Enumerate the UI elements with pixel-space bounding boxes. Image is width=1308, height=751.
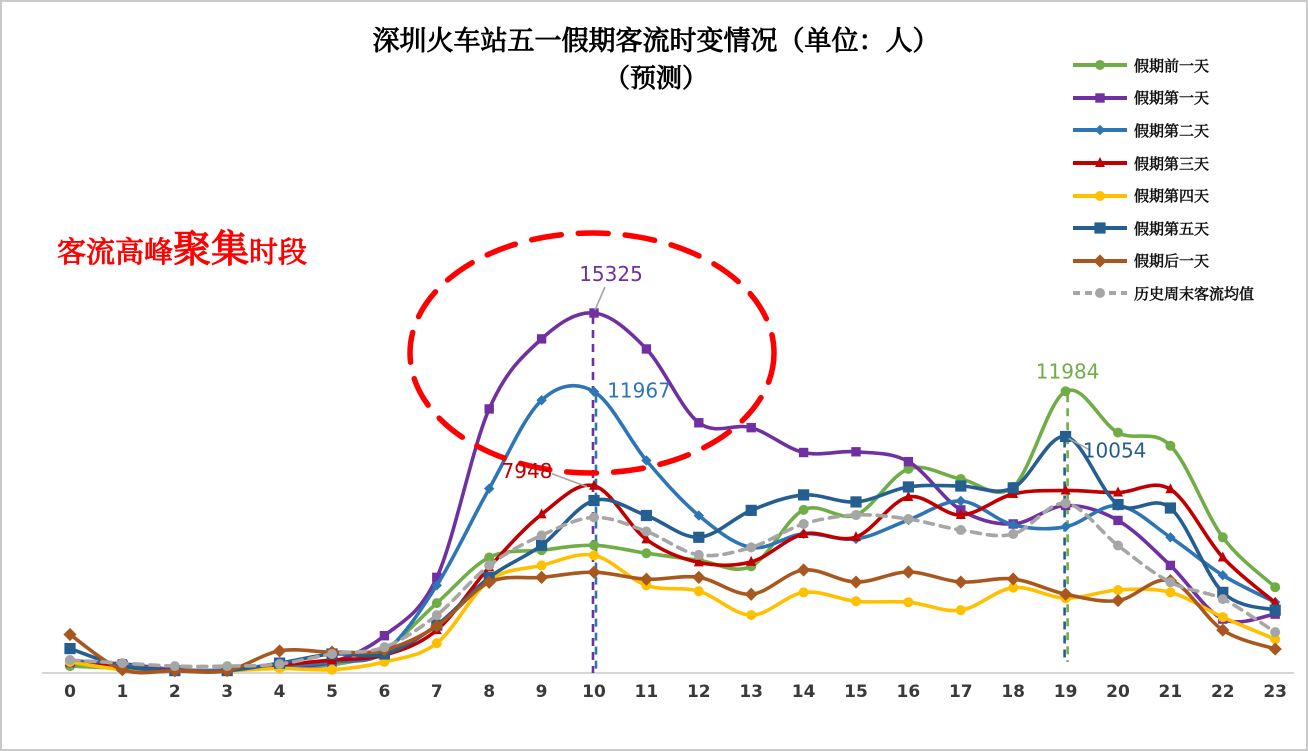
series-line-holiday-day-4 [70,555,1275,671]
marker-holiday-prev-day-h19 [1061,386,1071,396]
series-holiday-next-day [63,563,1281,677]
data-label-holiday-day-2-11967: 11967 [607,378,671,403]
marker-holiday-day-4-h12 [694,586,704,596]
legend-item-holiday-next-day [1072,245,1304,278]
marker-holiday-next-day-h4 [273,644,286,657]
legend-label: 假期前一天 [1134,56,1210,75]
x-axis-label-3: 3 [221,682,234,702]
chart-title-line1: 深圳火车站五一假期客流时变情况（单位：人） [372,26,940,57]
x-axis-label-15: 15 [844,682,868,702]
marker-historical-weekend-avg-h3 [222,661,232,671]
marker-historical-weekend-avg-h15 [851,510,861,520]
legend-item-holiday-day-3 [1072,147,1304,180]
marker-historical-weekend-avg-h17 [956,525,966,535]
marker-holiday-day-1-h12 [694,418,703,427]
marker-holiday-day-5-h23 [1270,605,1281,616]
x-axis-label-23: 23 [1263,682,1288,702]
legend [1072,49,1304,310]
x-axis-label-22: 22 [1210,682,1235,702]
marker-holiday-day-1-h20 [1113,516,1122,525]
x-axis-label-12: 12 [686,682,711,702]
data-label-holiday-day-3-7948: 7948 [501,458,553,483]
data-label-holiday-day-5-10054: 10054 [1082,438,1147,463]
marker-historical-weekend-avg-h9 [537,530,547,540]
x-axis-label-5: 5 [326,682,338,702]
peak-period-label-part2: 聚集 [173,227,250,271]
marker-holiday-day-1-h9 [537,334,546,343]
marker-holiday-prev-day-h7 [432,598,442,608]
x-axis-label-13: 13 [739,682,764,702]
marker-holiday-next-day-h12 [692,571,705,584]
marker-holiday-prev-day-h11 [641,548,651,558]
legend-swatch-square-icon [1072,89,1128,107]
marker-historical-weekend-avg-h4 [275,659,285,669]
marker-holiday-day-2-h19 [1060,522,1070,532]
x-axis-label-4: 4 [273,682,286,702]
marker-holiday-day-1-h15 [851,447,860,456]
marker-holiday-day-2-h17 [956,496,966,506]
annotation-leader-15325 [595,287,605,310]
marker-historical-weekend-avg-h2 [170,661,180,671]
x-axis-label-14: 14 [791,682,816,702]
legend-label: 假期第二天 [1134,121,1210,140]
marker-holiday-day-5-h21 [1165,502,1176,513]
marker-holiday-prev-day-h23 [1270,582,1280,592]
x-axis-label-10: 10 [582,682,606,702]
marker-holiday-next-day-h13 [745,588,758,601]
legend-item-holiday-day-1 [1072,82,1304,115]
marker-historical-weekend-avg-h11 [641,526,651,536]
marker-historical-weekend-avg-h7 [432,610,442,620]
marker-holiday-day-5-h13 [746,505,757,516]
marker-holiday-day-5-h16 [903,481,914,492]
marker-holiday-day-1-h16 [904,457,913,466]
marker-historical-weekend-avg-h22 [1218,594,1228,604]
marker-holiday-prev-day-h10 [589,540,599,550]
marker-holiday-day-1-h8 [485,404,494,413]
x-axis-label-2: 2 [168,682,181,702]
marker-holiday-day-5-h17 [955,480,966,491]
marker-historical-weekend-avg-h19 [1061,498,1071,508]
marker-holiday-day-1-h11 [642,344,651,353]
marker-holiday-next-day-h14 [797,563,810,576]
marker-holiday-next-day-h20 [1111,594,1124,607]
marker-holiday-prev-day-h22 [1218,532,1228,542]
marker-historical-weekend-avg-h8 [484,560,494,570]
marker-historical-weekend-avg-h10 [589,512,599,522]
marker-historical-weekend-avg-h20 [1113,541,1123,551]
marker-holiday-day-1-h10 [589,308,598,317]
peak-period-label [57,218,307,273]
marker-historical-weekend-avg-h1 [117,658,127,668]
legend-label: 假期第五天 [1134,219,1210,238]
legend-swatch-circle-icon [1072,187,1128,205]
x-axis-label-21: 21 [1158,682,1183,702]
marker-holiday-day-4-h20 [1113,585,1123,595]
marker-holiday-day-1-h14 [799,448,808,457]
marker-holiday-day-4-h17 [956,605,966,615]
marker-holiday-day-5-h12 [693,532,704,543]
legend-item-holiday-day-2 [1072,114,1304,147]
marker-holiday-next-day-h9 [535,571,548,584]
legend-label: 假期第三天 [1134,154,1210,173]
marker-historical-weekend-avg-h13 [746,542,756,552]
x-axis-label-1: 1 [116,682,129,702]
legend-swatch-diamond-icon [1072,121,1128,139]
x-axis-label-16: 16 [896,682,921,702]
legend-item-holiday-prev-day [1072,49,1304,82]
marker-holiday-day-5-h10 [588,495,599,506]
marker-historical-weekend-avg-h23 [1270,627,1280,637]
marker-holiday-next-day-h18 [1007,572,1020,585]
marker-holiday-day-1-h13 [747,423,756,432]
marker-holiday-prev-day-h20 [1113,428,1123,438]
marker-historical-weekend-avg-h12 [694,550,704,560]
marker-holiday-day-4-h21 [1165,587,1175,597]
marker-holiday-day-5-h19 [1060,431,1071,442]
marker-holiday-day-4-h22 [1218,612,1228,622]
marker-holiday-next-day-h17 [954,575,967,588]
legend-item-holiday-day-5 [1072,212,1304,245]
x-axis-label-8: 8 [483,682,496,702]
marker-holiday-day-1-h21 [1166,561,1175,570]
marker-holiday-day-4-h13 [746,610,756,620]
marker-holiday-prev-day-h14 [799,505,809,515]
x-axis-label-18: 18 [1001,682,1026,702]
marker-historical-weekend-avg-h6 [379,642,389,652]
marker-holiday-day-5-h9 [536,540,547,551]
marker-holiday-next-day-h15 [849,575,862,588]
marker-holiday-day-5-h0 [64,643,75,654]
marker-holiday-day-4-h10 [589,550,599,560]
marker-holiday-day-4-h7 [432,638,442,648]
chart-title-line2: （预测） [603,64,708,95]
marker-historical-weekend-avg-h21 [1165,577,1175,587]
legend-label: 假期第一天 [1134,89,1210,108]
x-axis-label-11: 11 [634,682,659,702]
marker-holiday-next-day-h10 [587,566,600,579]
legend-item-holiday-day-4 [1072,179,1304,212]
legend-item-historical-weekend-avg [1072,277,1304,310]
data-label-holiday-day-1-15325: 15325 [579,262,643,286]
marker-historical-weekend-avg-h5 [327,649,337,659]
peak-period-label-part3: 时段 [249,235,308,269]
series-holiday-day-4 [65,550,1280,675]
legend-swatch-circle-icon [1072,56,1128,74]
marker-holiday-day-4-h5 [327,665,337,675]
marker-holiday-day-5-h20 [1112,499,1123,510]
legend-swatch-square-icon [1072,219,1128,237]
marker-historical-weekend-avg-h0 [65,655,75,665]
x-axis-label-19: 19 [1053,682,1078,702]
marker-holiday-day-5-h15 [850,496,861,507]
series-line-holiday-next-day [70,570,1275,673]
marker-holiday-next-day-h16 [902,565,915,578]
x-axis-label-9: 9 [535,682,548,702]
marker-holiday-prev-day-h21 [1165,441,1175,451]
legend-swatch-diamond-icon [1072,252,1128,270]
series-historical-weekend-avg [65,498,1280,671]
x-axis-label-20: 20 [1106,682,1130,702]
marker-holiday-day-4-h15 [851,596,861,606]
marker-holiday-day-5-h18 [1008,482,1019,493]
x-axis-label-0: 0 [64,682,76,702]
marker-historical-weekend-avg-h18 [1008,529,1018,539]
annotation-leader-7948 [552,474,587,487]
marker-historical-weekend-avg-h16 [903,514,913,524]
legend-swatch-circle-icon [1072,284,1128,302]
marker-holiday-day-5-h11 [641,510,652,521]
x-axis-label-7: 7 [430,682,443,702]
x-axis-label-6: 6 [378,682,391,702]
marker-holiday-day-1-h6 [380,631,389,640]
legend-label: 历史周末客流均值 [1134,284,1255,303]
legend-swatch-triangle-icon [1072,154,1128,172]
marker-holiday-day-4-h16 [903,597,913,607]
data-label-holiday-prev-day-11984: 11984 [1035,359,1100,384]
marker-holiday-day-5-h14 [798,489,809,500]
x-axis-label-17: 17 [948,682,973,702]
marker-historical-weekend-avg-h14 [799,519,809,529]
marker-holiday-day-4-h14 [799,587,809,597]
peak-period-label-part1: 客流高峰 [57,235,174,269]
marker-holiday-next-day-h23 [1269,642,1282,655]
legend-label: 假期后一天 [1134,252,1210,271]
legend-label: 假期第四天 [1134,187,1210,206]
marker-holiday-day-4-h9 [537,560,547,570]
